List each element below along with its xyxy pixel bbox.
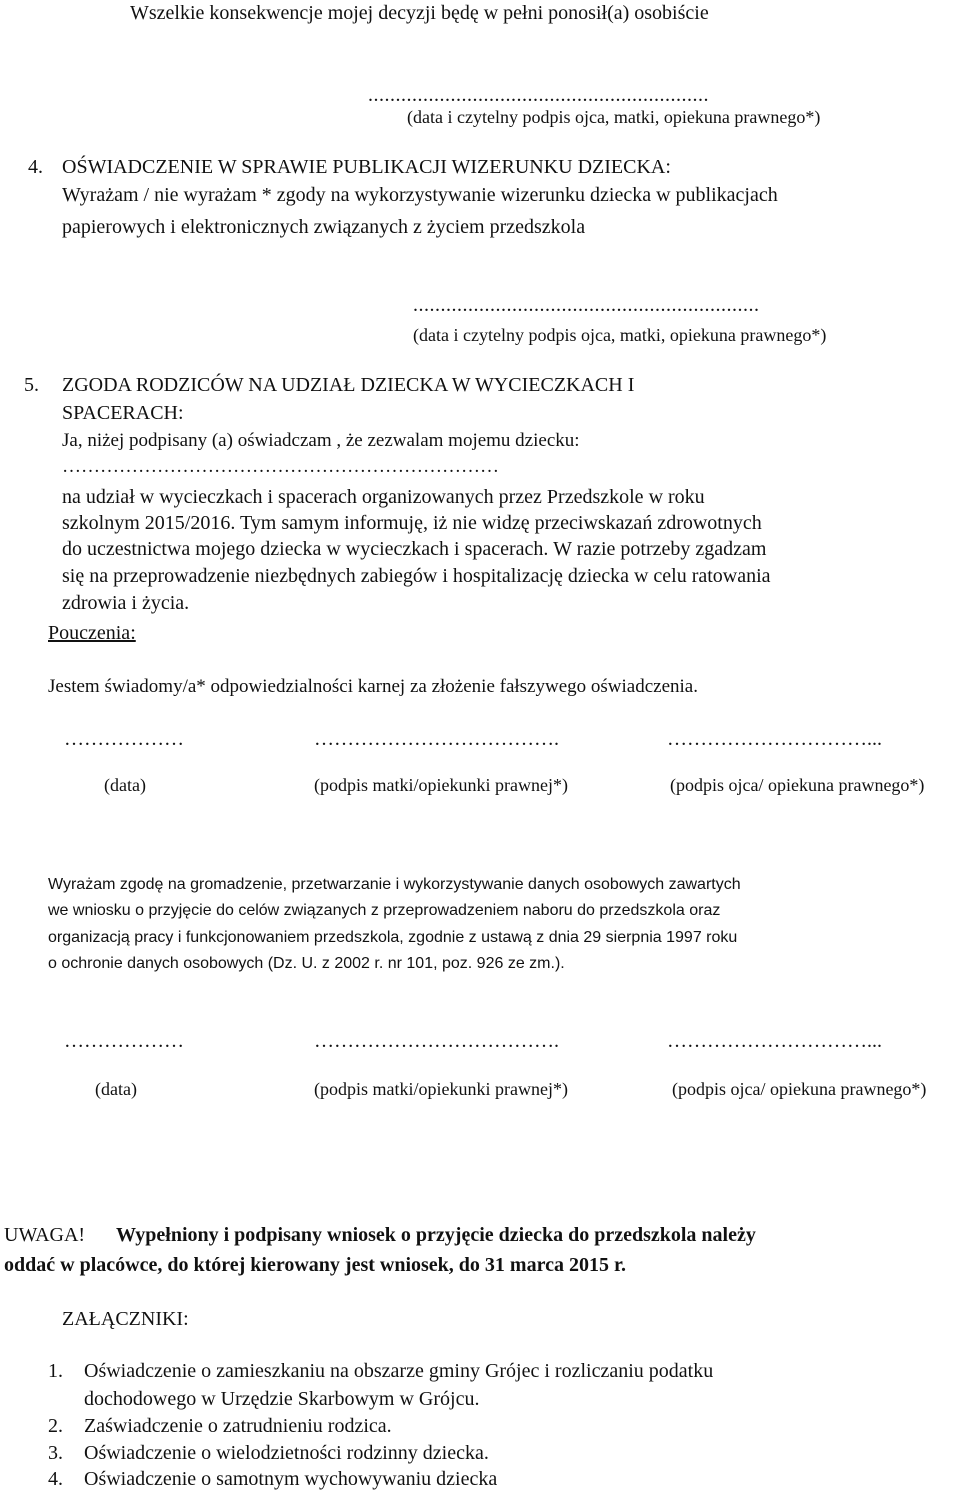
pouczenia-text: Jestem świadomy/a* odpowiedzialności karnej za złożenie fałszywego oświadczenia. (48, 676, 698, 697)
notice-label: UWAGA! (4, 1224, 86, 1246)
attachment-number: 2. (48, 1415, 63, 1437)
attachment-number: 1. (48, 1360, 63, 1382)
mother-signature-label: (podpis matki/opiekunki prawnej*) (314, 775, 568, 795)
section-4-title: OŚWIADCZENIE W SPRAWIE PUBLIKACJI WIZERUNKU DZIECKA: (62, 156, 671, 178)
child-name-dots: …………………………………………………………… (62, 456, 499, 477)
data-consent-line-3: organizacją pracy i funkcjonowaniem przedszkola, zgodnie z ustawą z dnia 29 sierpnia 1997 roku (48, 929, 738, 946)
attachment-number: 4. (48, 1468, 63, 1490)
section-5-body-line-2: szkolnym 2015/2016. Tym samym informuję, iż nie widzę przeciwskazań zdrowotnych (62, 512, 762, 534)
date-dots: ……………… (64, 1030, 184, 1052)
signature-caption: (data i czytelny podpis ojca, matki, opiekuna prawnego*) (413, 325, 827, 345)
attachment-number: 3. (48, 1442, 63, 1464)
mother-signature-label: (podpis matki/opiekunki prawnej*) (314, 1079, 568, 1099)
father-signature-label: (podpis ojca/ opiekuna prawnego*) (672, 1079, 927, 1099)
section-4-line-1: Wyrażam / nie wyrażam * zgody na wykorzystywanie wizerunku dziecka w publikacjach (62, 184, 778, 206)
father-signature-dots: …………………………... (667, 728, 882, 750)
section-5-body-line-1: na udział w wycieczkach i spacerach organizowanych przez Przedszkole w roku (62, 486, 705, 508)
notice-line-1: Wypełniony i podpisany wniosek o przyjęcie dziecka do przedszkola należy (116, 1224, 756, 1246)
date-dots: ……………… (64, 728, 184, 750)
attachment-item-continued: dochodowego w Urzędzie Skarbowym w Grójcu. (84, 1388, 480, 1410)
data-consent-line-2: we wniosku o przyjęcie do celów związanych z przeprowadzeniem naboru do przedszkola oraz (48, 902, 721, 919)
attachment-item: Oświadczenie o zamieszkaniu na obszarze gminy Grójec i rozliczaniu podatku (84, 1360, 714, 1382)
section-4-number: 4. (28, 156, 43, 178)
mother-signature-dots: ………………………………. (314, 728, 559, 750)
mother-signature-dots: ………………………………. (314, 1030, 559, 1052)
father-signature-label: (podpis ojca/ opiekuna prawnego*) (670, 775, 925, 795)
attachments-heading: ZAŁĄCZNIKI: (62, 1308, 189, 1330)
section-5-body-line-5: zdrowia i życia. (62, 592, 190, 614)
signature-caption: (data i czytelny podpis ojca, matki, opiekuna prawnego*) (407, 107, 821, 127)
section-5-title-line-2: SPACERACH: (62, 402, 184, 424)
notice-line-2: oddać w placówce, do której kierowany jest wniosek, do 31 marca 2015 r. (4, 1254, 627, 1276)
consequence-statement: Wszelkie konsekwencje mojej decyzji będę w pełni ponosił(a) osobiście (130, 2, 709, 24)
section-5-intro: Ja, niżej podpisany (a) oświadczam , że zezwalam mojemu dziecku: (62, 430, 580, 451)
pouczenia-heading: Pouczenia: (48, 622, 136, 644)
signature-dots: ............................................................... (413, 294, 760, 316)
attachment-item: Oświadczenie o wielodzietności rodzinny dziecka. (84, 1442, 489, 1464)
data-consent-line-1: Wyrażam zgodę na gromadzenie, przetwarzanie i wykorzystywanie danych osobowych zawartych (48, 876, 741, 893)
data-consent-line-4: o ochronie danych osobowych (Dz. U. z 2002 r. nr 101, poz. 926 ze zm.). (48, 955, 565, 972)
section-5-body-line-4: się na przeprowadzenie niezbędnych zabiegów i hospitalizację dziecka w celu ratowania (62, 565, 771, 587)
section-5-title-line-1: ZGODA RODZICÓW NA UDZIAŁ DZIECKA W WYCIECZKACH I (62, 374, 635, 396)
section-4-line-2: papierowych i elektronicznych związanych z życiem przedszkola (62, 216, 586, 238)
father-signature-dots: …………………………... (667, 1030, 882, 1052)
date-label: (data) (104, 775, 146, 795)
section-5-number: 5. (24, 374, 39, 396)
attachment-item: Zaświadczenie o zatrudnieniu rodzica. (84, 1415, 392, 1437)
signature-dots: .............................................................. (368, 84, 709, 106)
section-5-body-line-3: do uczestnictwa mojego dziecka w wycieczkach i spacerach. W razie potrzeby zgadzam (62, 538, 767, 560)
date-label: (data) (95, 1079, 137, 1099)
attachment-item: Oświadczenie o samotnym wychowywaniu dziecka (84, 1468, 498, 1490)
